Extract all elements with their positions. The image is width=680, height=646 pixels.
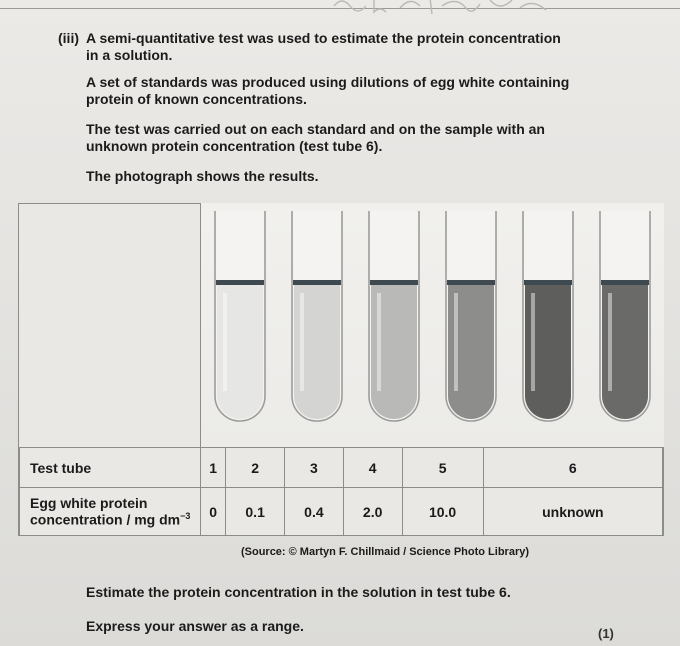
- test-tube-6: [600, 211, 650, 421]
- test-tube-3: [369, 211, 419, 421]
- method-paragraph: The test was carried out on each standard and on the sample with an unknown protein concentration (test tube 6).: [86, 121, 545, 154]
- tube-number-3: 3: [285, 448, 344, 488]
- tube-number-5: 5: [402, 448, 483, 488]
- concentration-row: [20, 488, 663, 536]
- test-tube-rack: [201, 203, 665, 447]
- concentration-header-line1: Egg white protein: [30, 495, 148, 512]
- test-tube-4: [446, 211, 496, 421]
- results-table: [19, 447, 663, 536]
- concentration-6: unknown: [483, 488, 662, 536]
- concentration-4: 2.0: [343, 488, 402, 536]
- tube-meniscus-4: [447, 280, 495, 285]
- tube-meniscus-1: [216, 280, 264, 285]
- image-source-credit: (Source: © Martyn F. Chillmaid / Science Photo Library): [240, 546, 530, 558]
- tube-highlight-3: [377, 293, 381, 391]
- range-prompt: Express your answer as a range.: [86, 618, 304, 634]
- concentration-unit-exponent: −3: [180, 511, 191, 522]
- tube-highlight-1: [223, 293, 227, 391]
- standards-paragraph: A set of standards was produced using dilutions of egg white containing protein of known concentrations.: [86, 74, 570, 107]
- concentration-unit: concentration / mg dm: [30, 511, 181, 528]
- test-tube-photo: [200, 203, 664, 447]
- tube-meniscus-5: [524, 280, 572, 285]
- tube-number-4: 4: [343, 448, 402, 488]
- tube-meniscus-2: [293, 280, 341, 285]
- intro-paragraph: A semi-quantitative test was used to estimate the protein concentration in a solution.: [86, 30, 561, 63]
- test-tube-2: [292, 211, 342, 421]
- tube-highlight-5: [531, 293, 535, 391]
- marks-allocation: (1): [598, 626, 614, 641]
- tube-meniscus-6: [601, 280, 649, 285]
- tube-number-1: 1: [201, 448, 226, 488]
- concentration-2: 0.1: [226, 488, 285, 536]
- test-tube-1: [215, 211, 265, 421]
- tube-number-row: [20, 448, 663, 488]
- test-tube-header: Test tube: [20, 448, 201, 488]
- tube-highlight-2: [300, 293, 304, 391]
- tube-meniscus-3: [370, 280, 418, 285]
- tube-highlight-6: [608, 293, 612, 391]
- handwriting-scribble: [330, 0, 560, 16]
- concentration-header: [20, 488, 201, 536]
- concentration-header-line2: [30, 511, 200, 528]
- concentration-5: 10.0: [402, 488, 483, 536]
- concentration-1: 0: [201, 488, 226, 536]
- question-number: (iii): [58, 30, 79, 46]
- tube-number-6: 6: [483, 448, 662, 488]
- tube-number-2: 2: [226, 448, 285, 488]
- estimate-prompt: Estimate the protein concentration in the solution in test tube 6.: [86, 584, 511, 600]
- tube-highlight-4: [454, 293, 458, 391]
- test-tube-5: [523, 211, 573, 421]
- photo-intro-paragraph: The photograph shows the results.: [86, 168, 319, 184]
- concentration-3: 0.4: [285, 488, 344, 536]
